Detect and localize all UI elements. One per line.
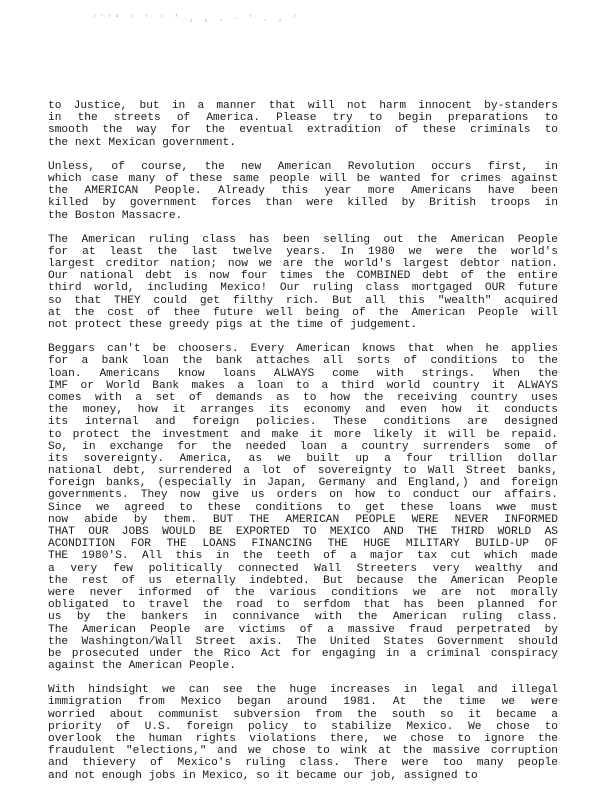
text-line: killed by government forces than were killed by British troops in <box>48 197 558 210</box>
text-line: be prosecuted under the Rico Act for engaging in a criminal conspiracy <box>48 647 558 660</box>
text-line: The American People are victims of a massive fraud perpetrated by <box>48 623 558 636</box>
text-line: priority of U.S. foreign policy to stabilize Mexico. We chose to <box>48 720 558 733</box>
text-line: so that THEY could get filthy rich. But all this "wealth" acquired <box>48 294 558 307</box>
text-line: governments. They now give us orders on how to conduct our affairs. <box>48 489 558 502</box>
text-line: its sovereignty. America, as we built up a four trillion dollar <box>48 452 558 465</box>
text-line: The American ruling class has been selling out the American People <box>48 233 558 246</box>
text-line: Unless, of course, the new American Revolution occurs first, in <box>48 160 558 173</box>
text-line: not protect these greedy pigs at the time of judgement. <box>48 319 418 331</box>
text-line: for a bank loan the bank attaches all sorts of conditions to the <box>48 355 558 368</box>
text-line: and not enough jobs in Mexico, so it became our job, assigned to <box>48 769 478 782</box>
text-line: for at least the last twelve years. In 1980 we were the world's <box>48 245 558 258</box>
text-line: IMF or World Bank makes a loan to a third world country it ALWAYS <box>48 379 558 392</box>
text-line: now abide by them. BUT THE AMERICAN PEOPLE WERE NEVER INFORMED <box>48 513 558 526</box>
text-line: Since we agreed to these conditions to get these loans wwe must <box>48 501 558 514</box>
text-line: the next Mexican government. <box>48 136 236 149</box>
text-line: the AMERICAN People. Already this year more Americans have been <box>48 185 558 198</box>
text-line: smooth the way for the eventual extradition of these criminals to <box>48 124 558 137</box>
text-line: us by the bankers in connivance with the American ruling class. <box>48 611 558 624</box>
text-line: against the American People. <box>48 660 236 673</box>
text-line: the Washington/Wall Street axis. The United States Government should <box>48 635 558 648</box>
text-line: With hindsight we can see the huge increases in legal and illegal <box>48 684 558 697</box>
text-line: the rest of us eternally indebted. But because the American People <box>48 574 558 587</box>
text-line: worried about communist subversion from the south so it became a <box>48 708 558 721</box>
text-line: its internal and foreign policies. These conditions are designed <box>48 416 558 429</box>
text-line: which case many of these same people will be wanted for crimes against <box>48 172 558 185</box>
text-line: So, in exchange for the needed loan a country surrenders some of <box>48 440 558 453</box>
text-line: to protect the investment and make it more likely it will be repaid. <box>48 428 558 441</box>
text-line: Beggars can't be choosers. Every American knows that when he applies <box>48 343 558 356</box>
text-line: obligated to travel the road to serfdom that has been planned for <box>48 599 558 612</box>
text-line: were never informed of the various conditions we are not morally <box>48 586 558 599</box>
document-body <box>48 100 558 794</box>
text-line: the money, how it arranges its economy and even how it conducts <box>48 404 558 417</box>
text-line: and thievery of Mexico's ruling class. There were too many people <box>48 757 558 770</box>
text-line: THAT OUR JOBS WOULD BE EXPORTED TO MEXICO AND THE THIRD WORLD AS <box>48 526 558 538</box>
paragraph <box>48 100 558 149</box>
paragraph <box>48 343 558 672</box>
text-line: in the streets of America. Please try to begin preparations to <box>48 112 558 125</box>
text-line: to Justice, but in a manner that will not harm innocent by-standers <box>48 100 558 112</box>
text-line: a very few politically connected Wall Streeters very wealthy and <box>48 562 558 575</box>
text-line: at the cost of thee future well being of the American People will <box>48 306 558 319</box>
text-line: loan. Americans know loans ALWAYS come with strings. When the <box>48 367 558 380</box>
text-line: third world, including Mexico! Our ruling class mortgaged OUR future <box>48 282 558 295</box>
paragraph <box>48 161 558 222</box>
text-line: foreign banks, (especially in Japan, Germany and England,) and foreign <box>48 477 558 490</box>
text-line: THE 1980'S. All this in the teeth of a major tax cut which made <box>48 550 558 563</box>
text-line: the Boston Massacre. <box>48 209 183 222</box>
text-line: national debt, surrendered a lot of sovereignty to Wall Street banks, <box>48 465 558 478</box>
text-line: largest creditor nation; now we are the world's largest debtor nation. <box>48 258 558 271</box>
text-line: overlook the human rights violations there, we chose to ignore the <box>48 733 558 745</box>
text-line: immigration from Mexico began around 1981. At the time we were <box>48 696 558 709</box>
text-line: Our national debt is now four times the COMBINED debt of the entire <box>48 270 558 283</box>
paragraph <box>48 234 558 332</box>
paragraph <box>48 684 558 782</box>
faint-header-marks: '`'° ' ' ' ‘ , , . · ' . , ' <box>92 14 300 24</box>
text-line: ACONDITION FOR THE LOANS FINANCING THE HUGE MILITARY BUILD-UP OF <box>48 538 558 551</box>
text-line: fraudulent "elections," and we chose to wink at the massive corruption <box>48 745 558 758</box>
text-line: comes with a set of demands as to how the receiving country uses <box>48 391 558 404</box>
